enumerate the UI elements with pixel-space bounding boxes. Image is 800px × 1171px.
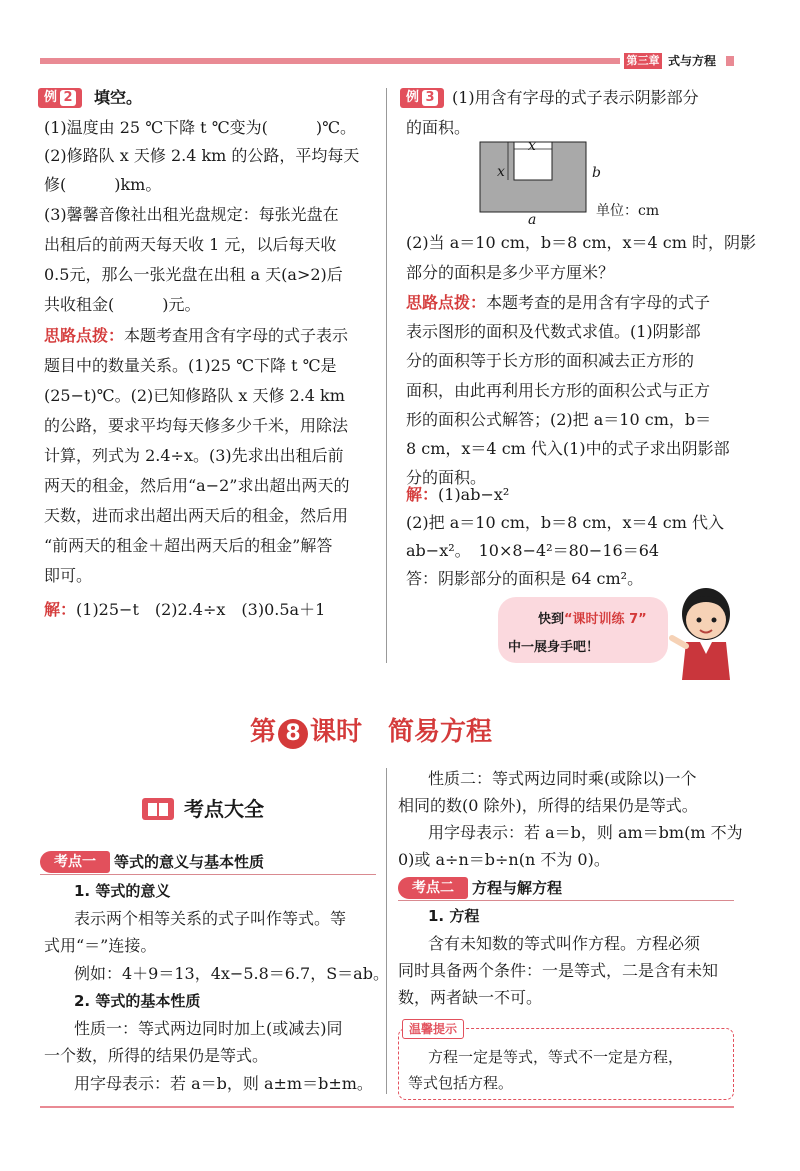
tip-l1: 方程一定是等式，等式不一定是方程， [428, 1048, 684, 1066]
example3-ans2: (2)把 a＝10 cm，b＝8 cm，x＝4 cm 代入 [406, 513, 725, 532]
example2-hint4: 的公路，要求平均每天修多少千米，用除法 [44, 416, 349, 435]
example2-hint5: 计算，列式为 2.4÷x。(3)先求出出租后前 [44, 446, 344, 465]
example2-hint-line1 [44, 325, 348, 347]
kp1cont-l1: 性质二：等式两边同时乘(或除以)一个 [428, 769, 697, 788]
header-chapter: 第三章 [624, 53, 662, 69]
kp1cont-l4: 0)或 a÷n＝b÷n(n 不为 0)。 [398, 850, 610, 869]
bubble-link: “课时训练 7” [564, 612, 647, 627]
example2-q2b: 修( )km。 [44, 175, 162, 194]
example2-hint3: (25−t)℃。(2)已知修路队 x 天修 2.4 km [44, 386, 345, 405]
example3-ans3: ab−x²。 10×8−4²＝80−16＝64 [406, 541, 660, 560]
example2-q2a: (2)修路队 x 天修 2.4 km 的公路，平均每天 [44, 146, 360, 165]
example2-heading: 填空。 [94, 88, 143, 107]
kp2-l1: 含有未知数的等式叫作方程。方程必须 [428, 934, 701, 953]
footer-rule [40, 1106, 734, 1108]
example2-q3a: (3)馨馨音像社出租光盘规定：每张光盘在 [44, 205, 339, 224]
example3-ans1: (1)ab−x² [438, 485, 510, 504]
column-divider-bottom [386, 768, 387, 1094]
cartoon-boy-illustration [664, 584, 748, 680]
example3-q2b: 部分的面积是多少平方厘米？ [406, 263, 615, 282]
example3-hint-label: 思路点拨： [406, 293, 487, 312]
kp1-l5: 一个数，所得的结果仍是等式。 [44, 1046, 269, 1065]
example3-hint6: 8 cm，x＝4 cm 代入(1)中的式子求出阴影部 [406, 439, 730, 458]
example2-ans: (1)25−t (2)2.4÷x (3)0.5a＋1 [76, 600, 326, 619]
example2-answer [44, 599, 325, 621]
example2-hint1: 本题考查用含有字母的式子表示 [124, 326, 349, 345]
kp1-l2: 式用“＝”连接。 [44, 936, 157, 955]
example3-hint7: 分的面积。 [406, 468, 487, 487]
kp1cont-l2: 相同的数(0 除外)，所得的结果仍是等式。 [398, 796, 698, 815]
example2-tag [38, 88, 82, 108]
kp1cont-l3: 用字母表示：若 a＝b，则 am＝bm(m 不为 [428, 823, 743, 842]
example3-ans4: 答：阴影部分的面积是 64 cm²。 [406, 569, 644, 588]
example3-q1b: 的面积。 [406, 118, 471, 137]
example3-hint-line1 [406, 292, 710, 314]
lesson-suffix: 课时 [310, 717, 363, 747]
summary-title: 考点大全 [184, 797, 264, 821]
lesson-title [250, 714, 492, 750]
example2-tag-num: 2 [60, 90, 76, 106]
kp1-s1: 1. 等式的意义 [74, 882, 171, 900]
example3-ans-label: 解： [406, 485, 439, 504]
kp1-l4: 性质一：等式两边同时加上(或减去)同 [74, 1019, 343, 1038]
figure-label-b: b [592, 165, 601, 181]
bubble-pre: 快到 [538, 612, 565, 627]
kp1-l3: 例如：4＋9＝13，4x−5.8＝6.7，S＝ab。 [74, 964, 389, 983]
figure-label-a: a [528, 212, 537, 228]
example3-hint3: 分的面积等于长方形的面积减去正方形的 [406, 351, 695, 370]
bubble-line2: 中一展身手吧！ [508, 640, 600, 655]
kp2-tag: 考点二 [398, 877, 468, 899]
example2-hint8: “前两天的租金＋超出两天后的租金”解答 [44, 536, 333, 555]
lesson-title-text: 简易方程 [388, 717, 493, 747]
example2-q3c: 0.5元，那么一张光盘在出租 a 天(a>2)后 [44, 265, 343, 284]
kp1-l1: 表示两个相等关系的式子叫作等式。等 [74, 909, 347, 928]
figure-unit: 单位：cm [596, 203, 660, 219]
example3-hint1: 本题考查的是用含有字母的式子 [486, 293, 711, 312]
tip-label: 温馨提示 [402, 1019, 464, 1039]
lesson-prefix: 第 [250, 717, 277, 747]
tip-l2: 等式包括方程。 [408, 1074, 514, 1092]
kp1-rule [40, 874, 376, 875]
example3-tag [400, 88, 444, 108]
example2-hint6: 两天的租金，然后用“a−2”求出超出两天的 [44, 476, 350, 495]
example3-hint4: 面积，由此再利用长方形的面积公式与正方 [406, 381, 711, 400]
lesson-num: 8 [278, 719, 308, 749]
example2-ans-label: 解： [44, 600, 77, 619]
example3-hint2: 表示图形的面积及代数式求值。(1)阴影部 [406, 322, 701, 341]
kp2-title: 方程与解方程 [472, 879, 563, 897]
column-divider-top [386, 88, 387, 663]
kp1-l6: 用字母表示：若 a＝b，则 a±m＝b±m。 [74, 1074, 373, 1093]
shaded-rectangle-figure [470, 136, 610, 228]
example2-hint9: 即可。 [44, 566, 93, 585]
header-end-mark [726, 56, 734, 66]
example2-q1: (1)温度由 25 ℃下降 t ℃变为( )℃。 [44, 118, 356, 137]
example3-hint5: 形的面积公式解答；(2)把 a＝10 cm，b＝ [406, 410, 712, 429]
kp2-s1: 1. 方程 [428, 907, 480, 925]
kp1-title: 等式的意义与基本性质 [114, 853, 265, 871]
example3-q2a: (2)当 a＝10 cm，b＝8 cm，x＝4 cm 时，阴影 [406, 233, 757, 252]
kp2-l3: 数，两者缺一不可。 [398, 988, 543, 1007]
kp1-tag: 考点一 [40, 851, 110, 873]
header-bar [40, 58, 620, 64]
figure-label-x-left: x [497, 164, 505, 180]
example2-hint7: 天数，进而求出超出两天后的租金，然后用 [44, 506, 349, 525]
example3-tag-label: 例 [406, 90, 420, 105]
example3-q1a: (1)用含有字母的式子表示阴影部分 [452, 88, 699, 107]
example2-hint-label: 思路点拨： [44, 326, 125, 345]
bubble-line1 [538, 608, 647, 627]
example3-tag-num: 3 [422, 90, 438, 106]
example3-ans-line1 [406, 484, 509, 506]
example2-hint2: 题目中的数量关系。(1)25 ℃下降 t ℃是 [44, 356, 337, 375]
kp2-rule [398, 900, 734, 901]
kp1-s2: 2. 等式的基本性质 [74, 992, 201, 1010]
kp2-l2: 同时具备两个条件：一是等式，二是含有未知 [398, 961, 719, 980]
book-icon [142, 798, 174, 820]
figure-label-x-top: x [528, 138, 536, 154]
example2-tag-label: 例 [44, 90, 58, 105]
header-title: 式与方程 [668, 54, 717, 68]
example2-q3b: 出租后的前两天每天收 1 元，以后每天收 [44, 235, 337, 254]
example2-q3d: 共收租金( )元。 [44, 295, 201, 314]
